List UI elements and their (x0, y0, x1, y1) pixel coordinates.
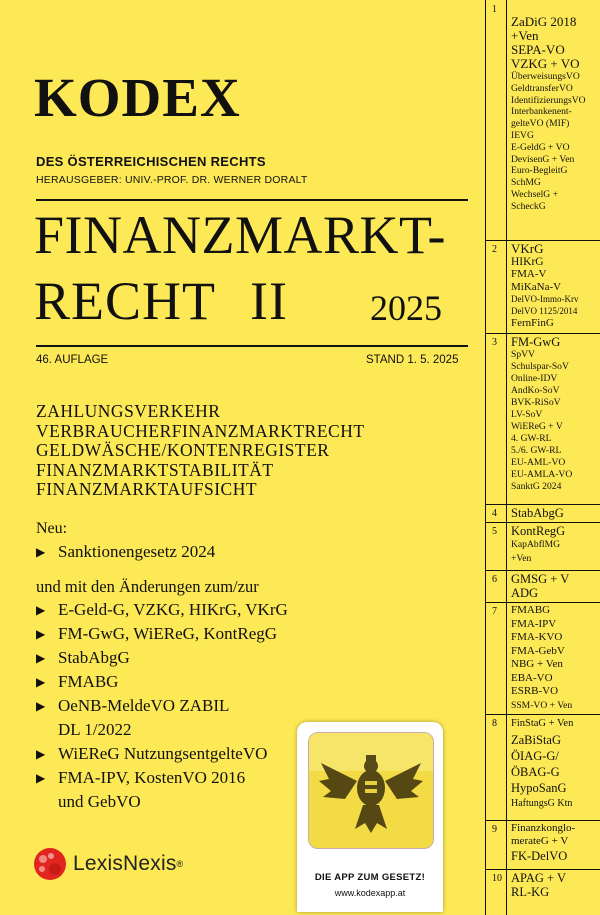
changes-list (36, 598, 288, 814)
register-section[interactable]: 1 ZaDiG 2018 +Ven SEPA-VO VZKG + VO ÜberweisungsVO GeldtransferVO IdentifizierungsVO Interbankenent- gelteVO (MIF) IEVG E-GeldG + VO DevisenG + Ven Euro-BegleitG SchMG WechselG + ScheckG (486, 0, 600, 241)
section-register (485, 0, 600, 915)
register-section[interactable]: 5 KontRegG KapAbflMG +Ven (486, 522, 600, 571)
triangle-bullet-icon: ▶ (36, 603, 46, 617)
list-item-continuation: und GebVO (58, 792, 141, 811)
register-section[interactable]: 3 FM-GwG SpVV Schulspar-SoV Online-IDV AndKo-SoV BVK-RiSoV LV-SoV WiEReG + V 4. GW-RL 5./6. GW-RL EU-AML-VO EU-AMLA-VO SanktG 2024 (486, 333, 600, 505)
list-item: ▶ WiEReG NutzungsentgelteVO (36, 742, 288, 766)
editor-line: HERAUSGEBER: UNIV.-PROF. DR. WERNER DORALT (36, 174, 308, 186)
topics-list (36, 402, 365, 500)
triangle-bullet-icon: ▶ (36, 771, 46, 785)
brand-subtitle: DES ÖSTERREICHISCHEN RECHTS (36, 154, 266, 169)
publisher-name: LexisNexis (73, 852, 177, 875)
list-item: ▶ FM-GwG, WiEReG, KontRegG (36, 622, 288, 646)
list-item: ▶ E-Geld-G, VZKG, HIKrG, VKrG (36, 598, 288, 622)
divider (36, 345, 468, 347)
list-item: ▶ Sanktionengesetz 2024 (36, 540, 215, 564)
app-url[interactable]: www.kodexapp.at (334, 888, 406, 898)
register-section[interactable]: 6 GMSG + V ADG (486, 570, 600, 603)
edition-label: 46. AUFLAGE (36, 354, 109, 366)
register-section[interactable]: 8 FinStaG + Ven ZaBiStaG ÖIAG-G/ ÖBAG-G HypoSanG HaftungsG Ktn (486, 714, 600, 821)
section-number: 1 (492, 4, 497, 15)
triangle-bullet-icon: ▶ (36, 545, 46, 559)
triangle-bullet-icon: ▶ (36, 699, 46, 713)
brand-title: KODEX (34, 67, 241, 128)
publisher-logo: LexisNexis ® (33, 847, 183, 881)
topic-item: FINANZMARKTAUFSICHT (36, 479, 258, 499)
list-item: ▶ OeNB-MeldeVO ZABIL (36, 694, 288, 718)
book-title-word: RECHT (34, 271, 217, 331)
list-item: ▶ FMA-IPV, KostenVO 2016 (36, 766, 288, 790)
triangle-bullet-icon: ▶ (36, 627, 46, 641)
list-item: ▶ StabAbgG (36, 646, 288, 670)
new-list (36, 540, 215, 564)
topic-item: GELDWÄSCHE/KONTENREGISTER (36, 440, 330, 460)
book-title-line1: FINANZMARKT- (34, 205, 447, 265)
register-section[interactable]: 9 Finanzkonglo- merateG + V FK-DelVO (486, 820, 600, 870)
stand-date: STAND 1. 5. 2025 (366, 354, 459, 366)
app-tagline: DIE APP ZUM GESETZ! (314, 872, 426, 883)
list-item-continuation: DL 1/2022 (58, 720, 132, 739)
changes-label: und mit den Änderungen zum/zur (36, 577, 259, 596)
app-promo (297, 722, 443, 912)
edition-year: 2025 (370, 288, 442, 328)
register-section[interactable]: 2 VKrG HIKrG FMA-V MiKaNa-V DelVO-Immo-Krv DelVO 1125/2014 FernFinG (486, 240, 600, 334)
triangle-bullet-icon: ▶ (36, 651, 46, 665)
register-section[interactable]: 10 APAG + V RL-KG (486, 869, 600, 915)
topic-item: FINANZMARKTSTABILITÄT (36, 459, 274, 480)
lexisnexis-icon (33, 847, 67, 881)
register-section[interactable]: 4 StabAbgG (486, 504, 600, 523)
topic-item: VERBRAUCHERFINANZMARKTRECHT (36, 420, 365, 441)
new-label: Neu: (36, 520, 68, 537)
topic-item: ZAHLUNGSVERKEHR (36, 401, 221, 421)
app-screen (308, 732, 434, 849)
triangle-bullet-icon: ▶ (36, 747, 46, 761)
volume-number: II (250, 271, 288, 331)
triangle-bullet-icon: ▶ (36, 675, 46, 689)
list-item: ▶ FMABG (36, 670, 288, 694)
book-title-line2 (34, 271, 288, 331)
divider (36, 199, 468, 201)
eagle-coat-of-arms-icon (309, 733, 433, 848)
register-section[interactable]: 7 FMABG FMA-IPV FMA-KVO FMA-GebV NBG + Ven EBA-VO ESRB-VO SSM-VO + Ven (486, 602, 600, 715)
